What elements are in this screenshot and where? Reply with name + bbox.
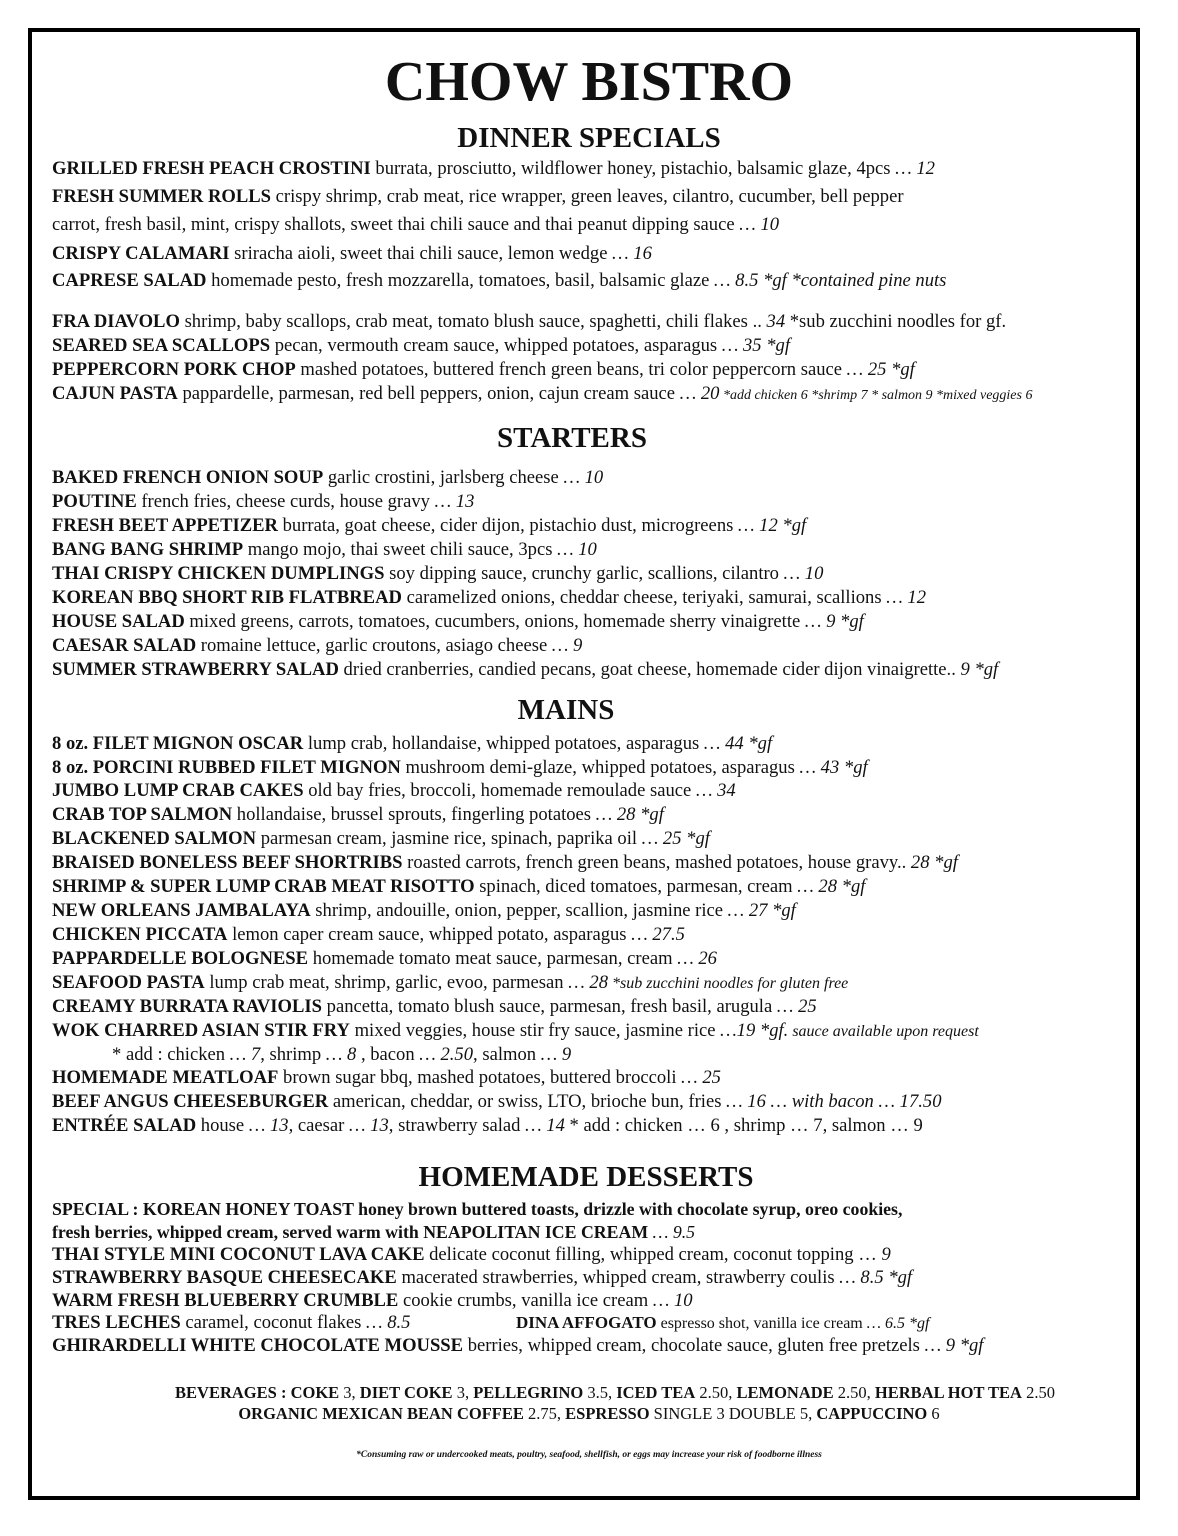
section-starters: STARTERS <box>497 422 647 454</box>
section-dinner-specials: DINNER SPECIALS <box>457 122 721 154</box>
menu-item: 8 oz. FILET MIGNON OSCAR lump crab, hollandaise, whipped potatoes, asparagus … 44 *gf <box>52 733 773 754</box>
menu-item: THAI CRISPY CHICKEN DUMPLINGS soy dipping sauce, crunchy garlic, scallions, cilantro … 10 <box>52 563 824 584</box>
menu-item: SHRIMP & SUPER LUMP CRAB MEAT RISOTTO spinach, diced tomatoes, parmesan, cream … 28 *gf <box>52 876 866 897</box>
menu-item-continued: carrot, fresh basil, mint, crispy shallots, sweet thai chili sauce and thai peanut dipping sauce … 10 <box>52 214 780 235</box>
menu-item: SUMMER STRAWBERRY SALAD dried cranberries, candied pecans, goat cheese, homemade cider dijon vinaigrette.. 9 *gf <box>52 659 999 680</box>
menu-item: ENTRÉE SALAD house … 13, caesar … 13, strawberry salad … 14 * add : chicken … 6 , shrimp … 7, salmon … 9 <box>52 1115 923 1136</box>
beverages-line-2: ORGANIC MEXICAN BEAN COFFEE 2.75, ESPRESSO SINGLE 3 DOUBLE 5, CAPPUCCINO 6 <box>238 1404 940 1423</box>
menu-item: PEPPERCORN PORK CHOP mashed potatoes, buttered french green beans, tri color peppercorn sauce … 25 *gf <box>52 359 915 380</box>
menu-item: KOREAN BBQ SHORT RIB FLATBREAD caramelized onions, cheddar cheese, teriyaki, samurai, scallions … 12 <box>52 587 927 608</box>
menu-item: CAPRESE SALAD homemade pesto, fresh mozzarella, tomatoes, basil, balsamic glaze … 8.5 *gf *contained pine nuts <box>52 270 947 291</box>
menu-item: SEAFOOD PASTA lump crab meat, shrimp, garlic, evoo, parmesan … 28 *sub zucchini noodles for gluten free <box>52 972 849 993</box>
menu-item: BANG BANG SHRIMP mango mojo, thai sweet chili sauce, 3pcs … 10 <box>52 539 597 560</box>
menu-item: NEW ORLEANS JAMBALAYA shrimp, andouille, onion, pepper, scallion, jasmine rice … 27 *gf <box>52 900 796 921</box>
dessert-special: SPECIAL : KOREAN HONEY TOAST honey brown buttered toasts, drizzle with chocolate syrup, oreo cookies, <box>52 1199 903 1219</box>
menu-item: 8 oz. PORCINI RUBBED FILET MIGNON mushroom demi-glaze, whipped potatoes, asparagus … 43 *gf <box>52 757 868 778</box>
menu-item: BLACKENED SALMON parmesan cream, jasmine rice, spinach, paprika oil … 25 *gf <box>52 828 710 849</box>
menu-item: GRILLED FRESH PEACH CROSTINI burrata, prosciutto, wildflower honey, pistachio, balsamic glaze, 4pcs … 12 <box>52 158 935 179</box>
menu-item: CREAMY BURRATA RAVIOLIS pancetta, tomato blush sauce, parmesan, fresh basil, arugula … 25 <box>52 996 817 1017</box>
menu-item: HOUSE SALAD mixed greens, carrots, tomatoes, cucumbers, onions, homemade sherry vinaigrette … 9 *gf <box>52 611 864 632</box>
menu-item: THAI STYLE MINI COCONUT LAVA CAKE delicate coconut filling, whipped cream, coconut topping … 9 <box>52 1244 891 1265</box>
menu-item: WARM FRESH BLUEBERRY CRUMBLE cookie crumbs, vanilla ice cream … 10 <box>52 1290 693 1311</box>
menu-item: CRISPY CALAMARI sriracha aioli, sweet thai chili sauce, lemon wedge … 16 <box>52 243 652 264</box>
menu-item: GHIRARDELLI WHITE CHOCOLATE MOUSSE berries, whipped cream, chocolate sauce, gluten free pretzels … 9 *gf <box>52 1335 984 1356</box>
menu-item: WOK CHARRED ASIAN STIR FRY mixed veggies, house stir fry sauce, jasmine rice …19 *gf. sauce available upon request <box>52 1020 979 1041</box>
menu-item: DINA AFFOGATO espresso shot, vanilla ice cream … 6.5 *gf <box>516 1313 930 1332</box>
menu-item: FRESH BEET APPETIZER burrata, goat cheese, cider dijon, pistachio dust, microgreens … 12 *gf <box>52 515 807 536</box>
menu-item: CHICKEN PICCATA lemon caper cream sauce, whipped potato, asparagus … 27.5 <box>52 924 685 945</box>
menu-item: SEARED SEA SCALLOPS pecan, vermouth cream sauce, whipped potatoes, asparagus … 35 *gf <box>52 335 790 356</box>
restaurant-title: CHOW BISTRO <box>384 51 794 113</box>
section-mains: MAINS <box>517 694 615 726</box>
menu-item: BAKED FRENCH ONION SOUP garlic crostini, jarlsberg cheese … 10 <box>52 467 604 488</box>
menu-item: TRES LECHES caramel, coconut flakes … 8.5 <box>52 1312 411 1333</box>
menu-item: HOMEMADE MEATLOAF brown sugar bbq, mashed potatoes, buttered broccoli … 25 <box>52 1067 721 1088</box>
food-safety-footnote: *Consuming raw or undercooked meats, poultry, seafood, shellfish, or eggs may increase your risk of foodborne illness <box>356 1450 822 1460</box>
menu-item: FRA DIAVOLO shrimp, baby scallops, crab meat, tomato blush sauce, spaghetti, chili flakes .. 34 *sub zucchini noodles for gf. <box>52 311 1007 332</box>
menu-item: STRAWBERRY BASQUE CHEESECAKE macerated strawberries, whipped cream, strawberry coulis … 8.5 *gf <box>52 1267 913 1288</box>
dessert-special-continued: fresh berries, whipped cream, served warm with NEAPOLITAN ICE CREAM … 9.5 <box>52 1222 696 1242</box>
menu-item: CAESAR SALAD romaine lettuce, garlic croutons, asiago cheese … 9 <box>52 635 583 656</box>
menu-item: CRAB TOP SALMON hollandaise, brussel sprouts, fingerling potatoes … 28 *gf <box>52 804 664 825</box>
menu-item: CAJUN PASTA pappardelle, parmesan, red bell peppers, onion, cajun cream sauce … 20 *add chicken 6 *shrimp 7 * salmon 9 *mixed veggies 6 <box>52 383 1033 404</box>
menu-item: POUTINE french fries, cheese curds, house gravy … 13 <box>52 491 475 512</box>
menu-item: JUMBO LUMP CRAB CAKES old bay fries, broccoli, homemade remoulade sauce … 34 <box>52 780 736 801</box>
section-desserts: HOMEMADE DESSERTS <box>418 1161 754 1193</box>
menu-item: BRAISED BONELESS BEEF SHORTRIBS roasted carrots, french green beans, mashed potatoes, house gravy.. 28 *gf <box>52 852 958 873</box>
menu-addons: * add : chicken … 7, shrimp … 8 , bacon … 2.50, salmon … 9 <box>112 1044 572 1065</box>
menu-item: BEEF ANGUS CHEESEBURGER american, cheddar, or swiss, LTO, brioche bun, fries … 16 … with bacon … 17.50 <box>52 1091 942 1112</box>
beverages-line-1: BEVERAGES : COKE 3, DIET COKE 3, PELLEGRINO 3.5, ICED TEA 2.50, LEMONADE 2.50, HERBAL HOT TEA 2.50 <box>175 1383 1055 1402</box>
menu-item: FRESH SUMMER ROLLS crispy shrimp, crab meat, rice wrapper, green leaves, cilantro, cucumber, bell pepper <box>52 186 904 207</box>
menu-item: PAPPARDELLE BOLOGNESE homemade tomato meat sauce, parmesan, cream … 26 <box>52 948 717 969</box>
